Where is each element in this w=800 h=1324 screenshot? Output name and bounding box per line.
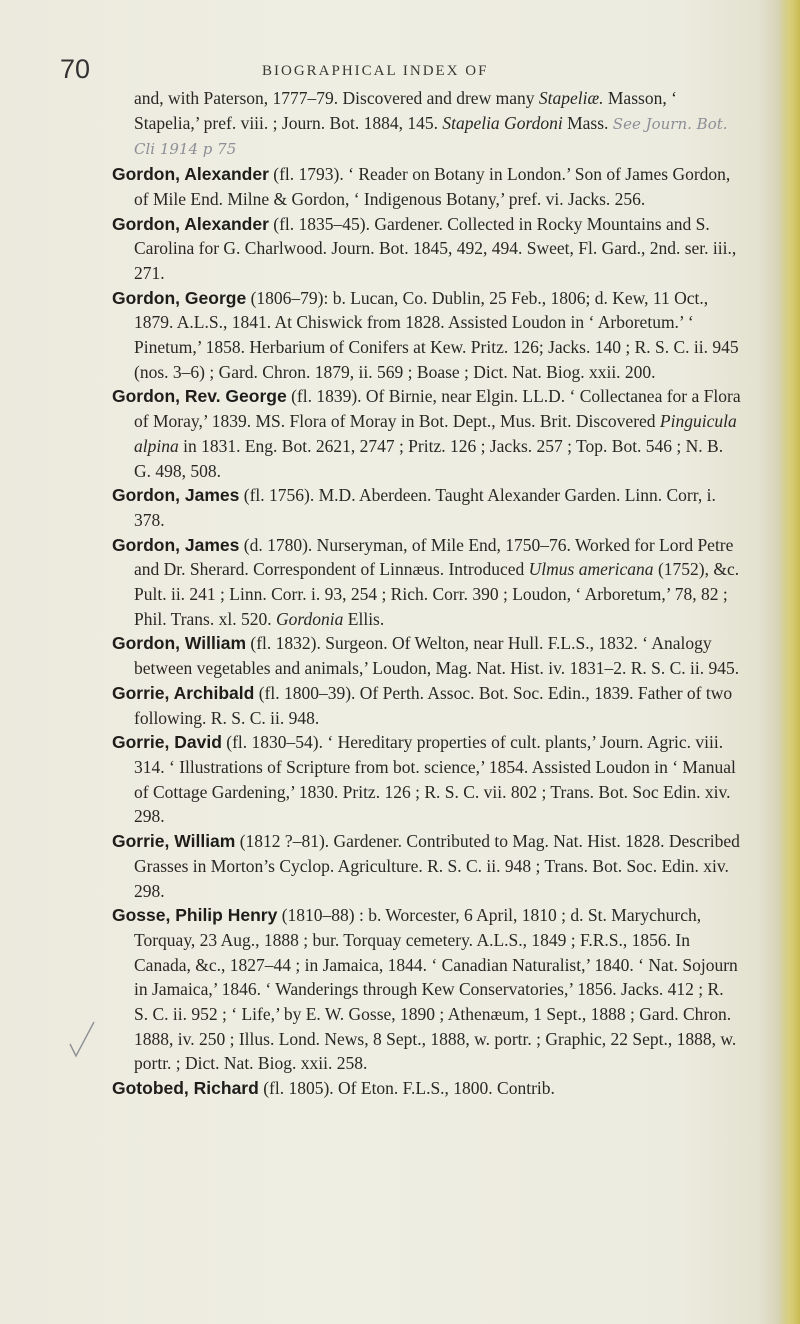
- entry-name: Gorrie, William: [112, 831, 236, 852]
- entry-text: (1810–88) : b. Worcester, 6 April, 1810 ; d. St. Marychurch, Torquay, 23 Aug., 1888 ; bur. Torquay cemetery. A.L.S., 1849 ; F.R.S., 1856. In Canada, &c., 1827–44 ; in Jamaica, 1844. ‘ Canadian Naturalist,’ 1840. ‘ Nat. Sojourn in Jamaica,’ 1846. ‘ Wanderings through Kew Conservatories,’ 1856. Jacks. 412 ; R. S. C. ii. 952 ; ‘ Life,’ by E. W. Gosse, 1890 ; Athenæum, 1 Sept., 1888 ; Gard. Chron. 1888, iv. 250 ; Illus. Lond. News, 8 Sept., 1888, w. portr. ; Graphic, 22 Sept., 1888, w. portr. ; Dict. Nat. Biog. xxii. 258.: [134, 905, 738, 1074]
- entry-text: (fl. 1830–54). ‘ Hereditary properties of cult. plants,’ Journ. Agric. viii. 314. ‘ Illustrations of Scripture from bot. science,’ 1854. Assisted Loudon in ‘ Manual of Cottage Gardening,’ 1830. Pritz. 126 ; R. S. C. vii. 802 ; Trans. Bot. Soc Edin. xiv. 298.: [134, 732, 736, 827]
- entry-text: (1752), &c. Pult. ii. 241 ; Linn. Corr. i. 93, 254 ; Rich. Corr. 390 ; Loudon, ‘ Arboretum,’ 78, 82 ; Phil. Trans. xl. 520.: [134, 559, 740, 629]
- continued-entry: [112, 86, 742, 162]
- entry-text: Masson, ‘ Stapelia,’ pref. viii. ; Journ. Bot. 1884, 145.: [134, 88, 677, 133]
- entry-text: in 1831. Eng. Bot. 2621, 2747 ; Pritz. 126 ; Jacks. 257 ; Top. Bot. 546 ; N. B. G. 498, 508.: [134, 435, 724, 481]
- running-head: BIOGRAPHICAL INDEX OF: [262, 63, 489, 79]
- index-entry: [112, 903, 742, 1076]
- page-edge: [778, 0, 800, 1324]
- entry-text: (d. 1780). Nurseryman, of Mile End, 1750–76. Worked for Lord Petre and Dr. Sherard. Correspondent of Linnæus. Introduced: [134, 534, 734, 580]
- entry-text: and, with Paterson, 1777–79. Discovered and drew many: [134, 88, 539, 108]
- index-entry: [112, 286, 742, 385]
- italic-text: Gordonia: [275, 608, 344, 629]
- entry-name: Gordon, James: [112, 485, 240, 506]
- entry-text: (1806–79): b. Lucan, Co. Dublin, 25 Feb., 1806; d. Kew, 11 Oct., 1879. A.L.S., 1841. At Chiswick from 1828. Assisted Loudon in ‘ Arboretum.’ ‘ Pinetum,’ 1858. Herbarium of Conifers at Kew. Pritz. 126; Jacks. 140 ; R. S. C. ii. 945 (nos. 3–6) ; Gard. Chron. 1879, ii. 569 ; Boase ; Dict. Nat. Biog. xxii. 200.: [134, 287, 739, 382]
- entry-text: Mass.: [562, 112, 613, 133]
- index-entry: [112, 162, 742, 211]
- index-entry: [112, 212, 742, 286]
- entry-name: Gordon, George: [112, 287, 247, 308]
- italic-text: Ulmus americana: [528, 559, 654, 580]
- index-entry: [112, 483, 742, 532]
- entry-name: Gotobed, Richard: [112, 1078, 259, 1099]
- index-entry: [112, 681, 742, 730]
- handwritten-annotation: See Journ. Bot. Cli 1914 p 75: [134, 114, 728, 159]
- entry-text: (1812 ?–81). Gardener. Contributed to Mag. Nat. Hist. 1828. Described Grasses in Morton’s Cyclop. Agriculture. R. S. C. ii. 948 ; Trans. Bot. Soc. Edin. xiv. 298.: [134, 831, 740, 901]
- handwritten-check-mark-icon: [68, 1020, 96, 1060]
- entry-name: Gordon, Alexander: [112, 213, 269, 234]
- entry-name: Gorrie, David: [112, 732, 222, 753]
- index-entry: [112, 631, 742, 680]
- entry-text: (fl. 1800–39). Of Perth. Assoc. Bot. Soc. Edin., 1839. Father of two following. R. S. C. ii. 948.: [134, 682, 733, 728]
- italic-text: Stapeliæ.: [538, 88, 604, 108]
- entry-name: Gorrie, Archibald: [112, 682, 255, 703]
- index-entry: [112, 384, 742, 483]
- entry-text: (fl. 1756). M.D. Aberdeen. Taught Alexander Garden. Linn. Corr, i. 378.: [134, 485, 716, 530]
- entry-text: (fl. 1805). Of Eton. F.L.S., 1800. Contrib.: [258, 1078, 555, 1099]
- entry-name: Gordon, William: [112, 633, 247, 654]
- index-entry: [112, 1076, 742, 1101]
- entry-text: (fl. 1839). Of Birnie, near Elgin. LL.D. ‘ Collectanea for a Flora of Moray,’ 1839. MS. Flora of Moray in Bot. Dept., Mus. Brit. Discovered: [134, 386, 741, 432]
- index-text: [112, 86, 742, 1101]
- italic-text: Stapelia Gordoni: [442, 112, 563, 133]
- entry-text: (fl. 1793). ‘ Reader on Botany in London.’ Son of James Gordon, of Mile End. Milne & Gordon, ‘ Indigenous Botany,’ pref. vi. Jacks. 256.: [134, 164, 731, 209]
- index-entry: [112, 829, 742, 903]
- entry-text: (fl. 1832). Surgeon. Of Welton, near Hull. F.L.S., 1832. ‘ Analogy between vegetables and animals,’ Loudon, Mag. Nat. Hist. iv. 1831–2. R. S. C. ii. 945.: [134, 633, 740, 679]
- index-entry: [112, 533, 742, 632]
- entry-name: Gordon, Alexander: [112, 164, 269, 185]
- index-entry: [112, 730, 742, 829]
- entry-text: (fl. 1835–45). Gardener. Collected in Rocky Mountains and S. Carolina for G. Charlwood. Journ. Bot. 1845, 492, 494. Sweet, Fl. Gard., 2nd. ser. iii., 271.: [134, 213, 737, 283]
- italic-text: Pinguicula alpina: [134, 411, 737, 456]
- entry-name: Gosse, Philip Henry: [112, 905, 278, 926]
- entry-text: Ellis.: [343, 608, 385, 629]
- page-number: 70: [60, 54, 91, 84]
- entry-name: Gordon, Rev. George: [112, 386, 287, 407]
- entry-name: Gordon, James: [112, 534, 240, 555]
